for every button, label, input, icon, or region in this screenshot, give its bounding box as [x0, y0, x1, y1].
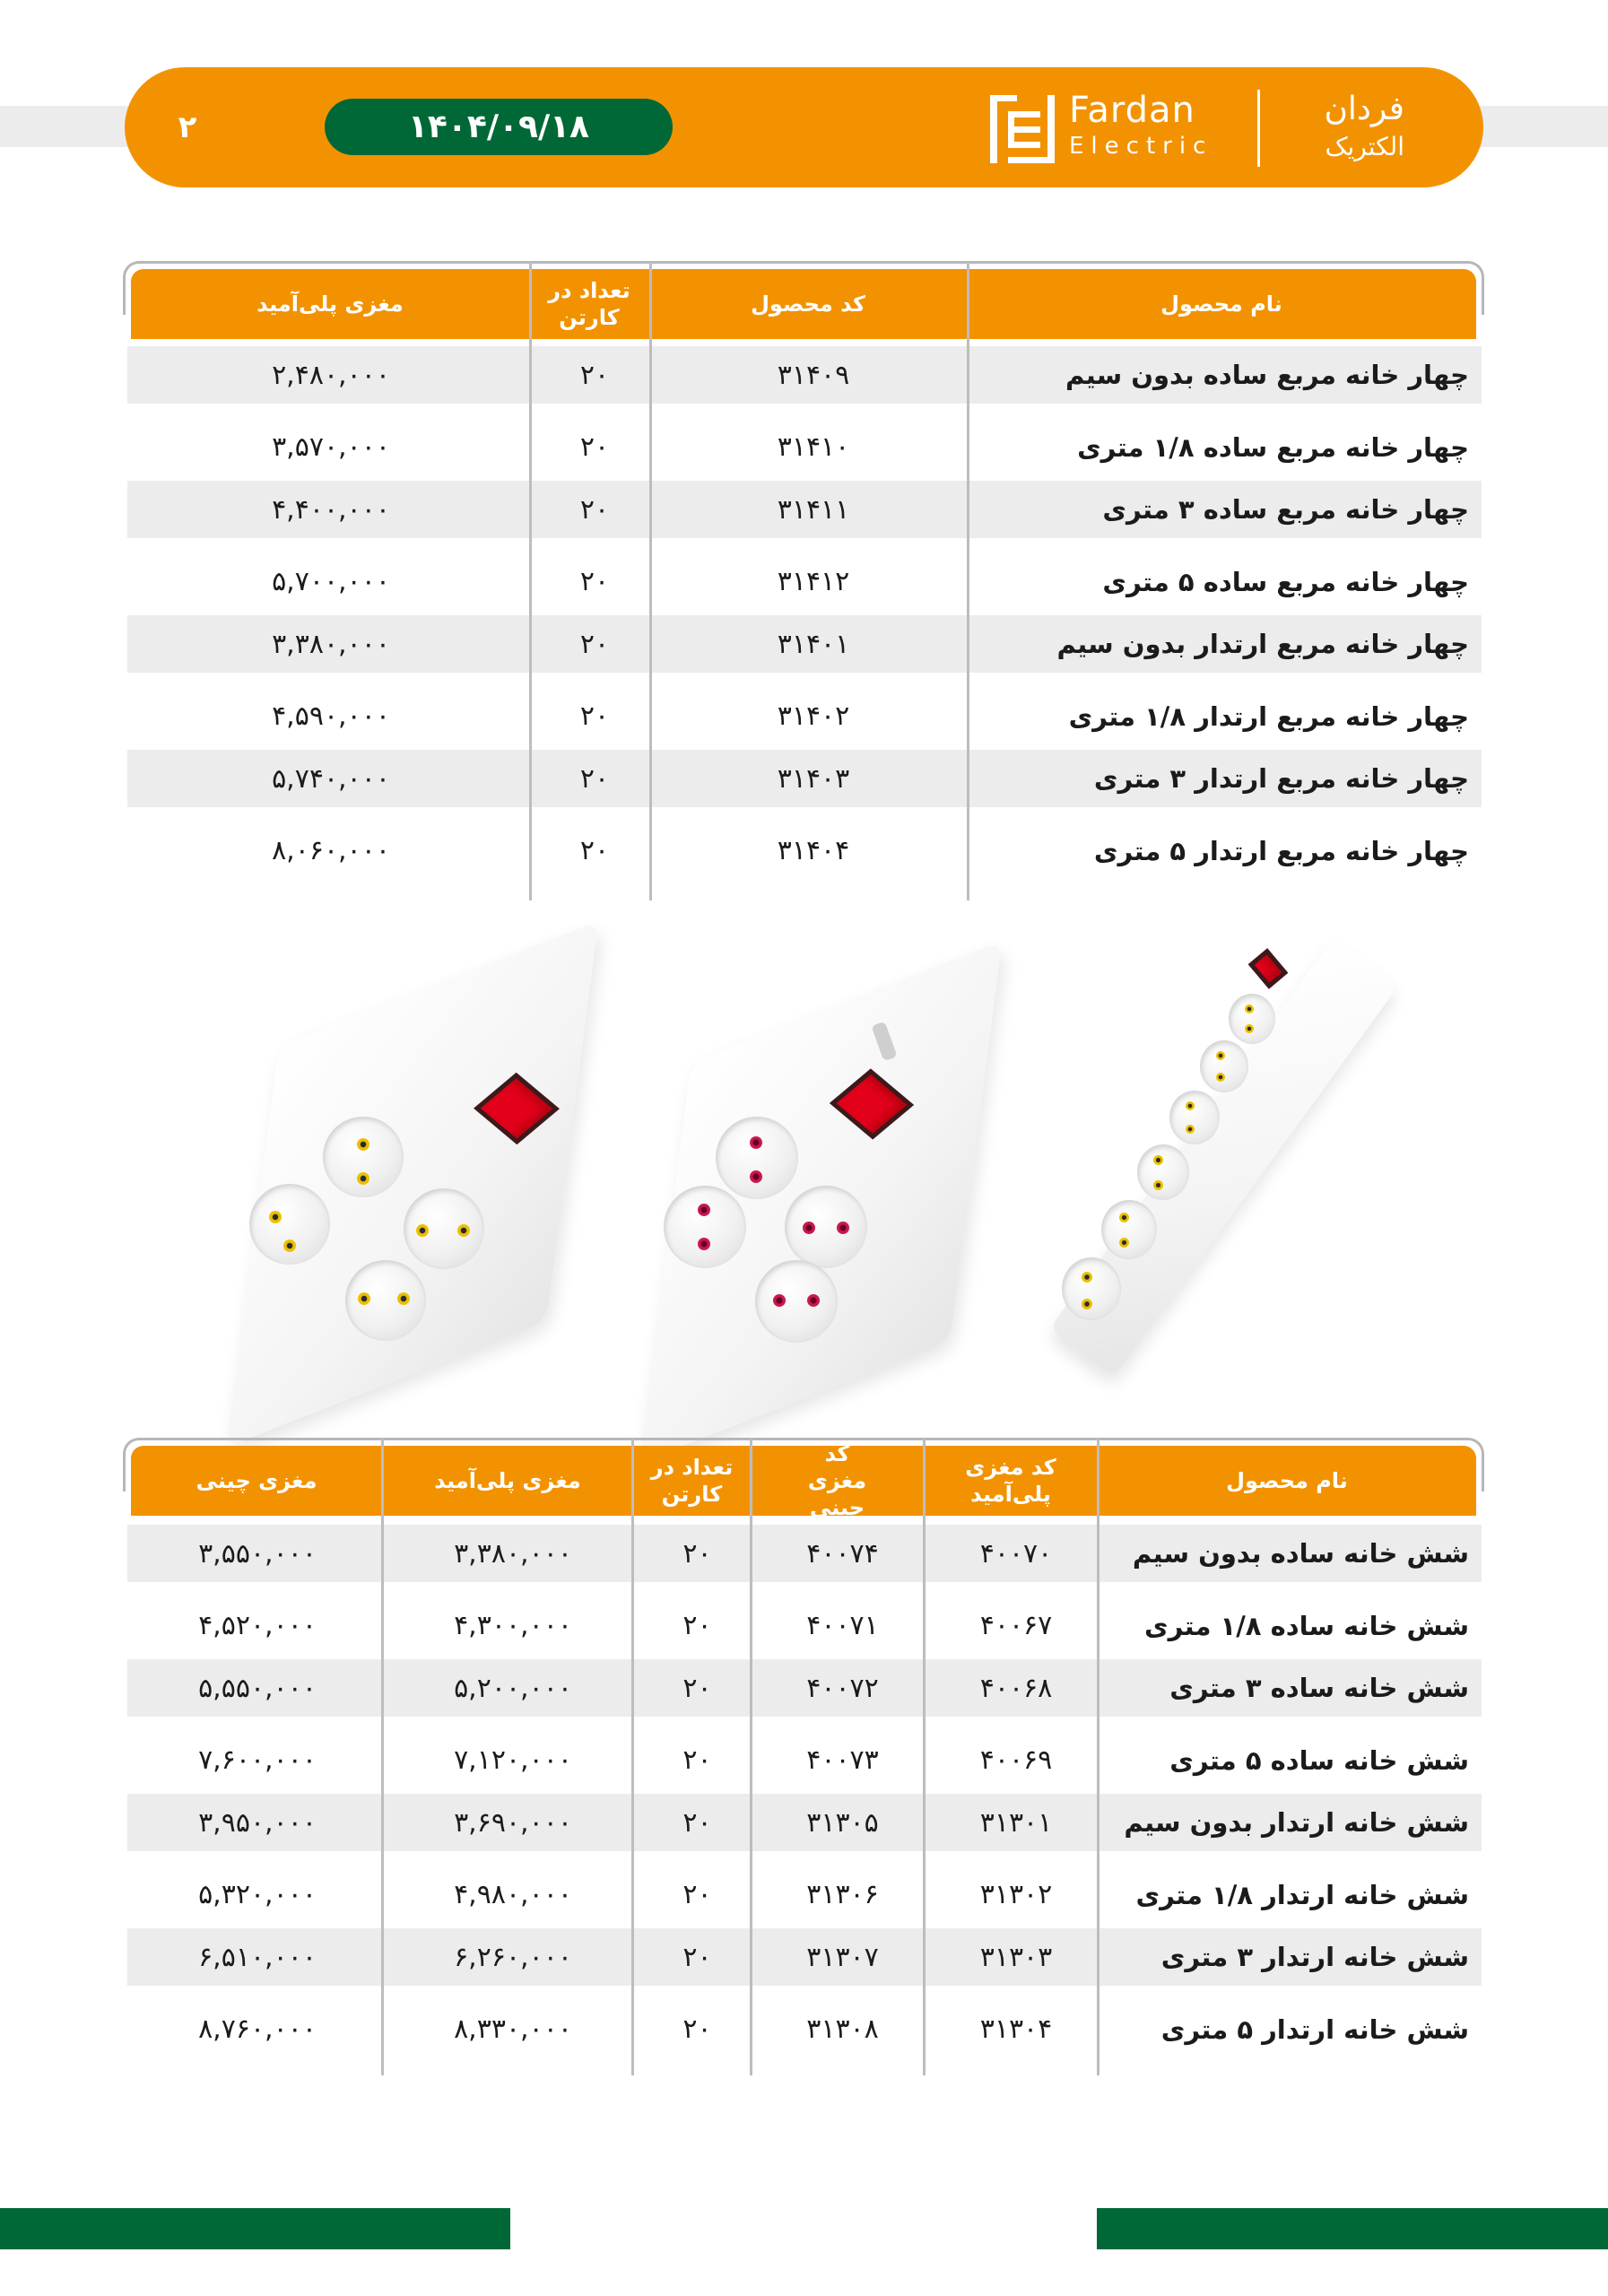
price-table-four-socket [127, 269, 1482, 900]
col-code-ceramic: کد مغزی چینی [807, 1441, 867, 1520]
cell-price-polyamide: ۸,۰۶۰,۰۰۰ [272, 835, 390, 866]
cell-code-polyamide: ۴۰۰۶۹ [979, 1744, 1053, 1776]
cell-qty: ۲۰ [682, 1806, 712, 1839]
cell-price-ceramic: ۸,۷۶۰,۰۰۰ [198, 2013, 317, 2045]
product-photos [179, 915, 1435, 1399]
col-price-polyamide: مغزی پلی‌آمید [256, 291, 404, 317]
cell-price-ceramic: ۴,۵۲۰,۰۰۰ [198, 1610, 317, 1641]
table-row [127, 683, 1482, 750]
table1-header [131, 269, 1476, 339]
fardan-e-logo-icon [990, 95, 1055, 163]
table-row [127, 1996, 1482, 2063]
brand-name-fa: فردان الکتریک [1324, 91, 1404, 161]
table-row [127, 750, 1482, 807]
cell-product-name: چهار خانه مربع ارتدار ۳ متری [1093, 763, 1469, 794]
cell-price-polyamide: ۶,۲۶۰,۰۰۰ [454, 1941, 572, 1973]
logo-divider [1257, 90, 1260, 167]
cell-product-code: ۳۱۴۰۴ [777, 835, 850, 866]
table-row [127, 1592, 1482, 1659]
cell-qty: ۲۰ [682, 1879, 712, 1910]
footer-bar-left [0, 2208, 510, 2249]
table-row [127, 1861, 1482, 1928]
cell-product-name: شش خانه ساده ۳ متری [1169, 1673, 1469, 1703]
cell-qty: ۲۰ [579, 700, 610, 732]
cell-price-polyamide: ۳,۳۸۰,۰۰۰ [454, 1537, 572, 1570]
cell-code-ceramic: ۴۰۰۷۱ [806, 1610, 879, 1641]
cell-qty: ۲۰ [682, 1941, 712, 1973]
col-qty-per-carton: تعداد در کارتن [548, 278, 630, 330]
product-six-socket-earthed [1004, 915, 1435, 1399]
cell-price-polyamide: ۸,۳۳۰,۰۰۰ [454, 2013, 572, 2045]
cell-price-polyamide: ۴,۹۸۰,۰۰۰ [454, 1879, 572, 1910]
table-row [127, 548, 1482, 615]
cell-code-polyamide: ۳۱۳۰۴ [979, 2013, 1053, 2045]
cell-product-code: ۳۱۴۰۳ [777, 762, 850, 795]
cell-code-ceramic: ۳۱۳۰۸ [806, 2013, 879, 2045]
cell-product-name: شش خانه ارتدار ۱/۸ متری [1135, 1879, 1469, 1910]
col-product-code: کد محصول [751, 291, 865, 317]
cell-product-code: ۳۱۴۱۱ [777, 493, 850, 526]
cell-product-name: چهار خانه مربع ساده ۵ متری [1102, 566, 1469, 597]
date-badge [325, 99, 673, 155]
cell-price-polyamide: ۵,۷۰۰,۰۰۰ [272, 566, 390, 597]
product-four-socket-earthed [197, 969, 628, 1399]
cell-price-ceramic: ۳,۹۵۰,۰۰۰ [198, 1806, 317, 1839]
cell-qty: ۲۰ [682, 1610, 712, 1641]
cell-qty: ۲۰ [579, 493, 610, 526]
product-four-socket-plain [610, 978, 1040, 1408]
table-row [127, 1794, 1482, 1851]
cell-code-polyamide: ۴۰۰۷۰ [979, 1537, 1053, 1570]
cell-product-name: چهار خانه مربع ارتدار بدون سیم [1056, 629, 1469, 659]
col-price-ceramic: مغزی چینی [196, 1468, 317, 1493]
cell-product-name: شش خانه ارتدار ۵ متری [1160, 2013, 1469, 2045]
cell-code-polyamide: ۴۰۰۶۸ [979, 1672, 1053, 1704]
cell-price-ceramic: ۶,۵۱۰,۰۰۰ [198, 1941, 317, 1973]
col-product-name: نام محصول [1160, 291, 1282, 317]
page-number: ۲ [178, 109, 197, 145]
cell-qty: ۲۰ [682, 1744, 712, 1776]
cell-price-polyamide: ۷,۱۲۰,۰۰۰ [454, 1744, 572, 1776]
footer-bar-right [1097, 2208, 1608, 2249]
cell-product-name: چهار خانه مربع ساده بدون سیم [1065, 360, 1469, 390]
cell-product-code: ۳۱۴۱۰ [777, 431, 850, 463]
cell-product-name: چهار خانه مربع ارتدار ۵ متری [1093, 835, 1469, 866]
cell-qty: ۲۰ [579, 835, 610, 866]
cell-code-ceramic: ۴۰۰۷۲ [806, 1672, 879, 1704]
cell-product-name: شش خانه ساده ۱/۸ متری [1144, 1610, 1469, 1641]
cell-price-polyamide: ۳,۳۸۰,۰۰۰ [272, 628, 390, 660]
cell-price-polyamide: ۳,۵۷۰,۰۰۰ [272, 431, 390, 463]
cell-price-polyamide: ۳,۶۹۰,۰۰۰ [454, 1806, 572, 1839]
table-row [127, 1928, 1482, 1986]
cell-product-name: شش خانه ارتدار ۳ متری [1160, 1942, 1469, 1972]
cell-product-name: چهار خانه مربع ساده ۳ متری [1102, 494, 1469, 525]
cell-product-code: ۳۱۴۰۱ [777, 628, 850, 660]
table-row [127, 615, 1482, 673]
col-product-name: نام محصول [1226, 1468, 1348, 1493]
cell-code-ceramic: ۴۰۰۷۴ [806, 1537, 879, 1570]
cell-price-ceramic: ۳,۵۵۰,۰۰۰ [198, 1537, 317, 1570]
cell-qty: ۲۰ [579, 566, 610, 597]
column-divider [1097, 1439, 1100, 2075]
cell-qty: ۲۰ [682, 1672, 712, 1704]
cell-qty: ۲۰ [682, 2013, 712, 2045]
cell-product-name: چهار خانه مربع ارتدار ۱/۸ متری [1068, 700, 1469, 732]
cell-price-ceramic: ۵,۳۲۰,۰۰۰ [198, 1879, 317, 1910]
cell-qty: ۲۰ [579, 431, 610, 463]
cell-product-code: ۳۱۴۱۲ [777, 566, 850, 597]
cell-qty: ۲۰ [579, 762, 610, 795]
cell-code-polyamide: ۴۰۰۶۷ [979, 1610, 1053, 1641]
cell-code-ceramic: ۳۱۳۰۷ [806, 1941, 879, 1973]
cell-price-polyamide: ۲,۴۸۰,۰۰۰ [272, 359, 390, 391]
cell-code-polyamide: ۳۱۳۰۲ [979, 1879, 1053, 1910]
table-row [127, 1525, 1482, 1582]
cell-product-name: چهار خانه مربع ساده ۱/۸ متری [1077, 431, 1469, 463]
column-divider [631, 1439, 634, 2075]
cell-price-polyamide: ۵,۲۰۰,۰۰۰ [454, 1672, 572, 1704]
power-switch-icon [1248, 948, 1289, 989]
date-text: ۱۴۰۴/۰۹/۱۸ [407, 109, 590, 145]
brand-name-en: Fardan Electric [1069, 90, 1213, 160]
price-table-six-socket [127, 1441, 1482, 2075]
col-code-polyamide: کد مغزی پلی‌آمید [965, 1455, 1056, 1507]
table-row [127, 346, 1482, 404]
column-divider [750, 1439, 752, 2075]
col-qty-per-carton: تعداد در کارتن [650, 1455, 734, 1507]
cell-price-polyamide: ۴,۵۹۰,۰۰۰ [272, 700, 390, 732]
cell-code-ceramic: ۴۰۰۷۳ [806, 1744, 879, 1776]
table-row [127, 1726, 1482, 1794]
column-divider [381, 1439, 384, 2075]
cell-price-ceramic: ۵,۵۵۰,۰۰۰ [198, 1672, 317, 1704]
cell-product-name: شش خانه ساده بدون سیم [1132, 1538, 1469, 1569]
table-row [127, 413, 1482, 481]
table-row [127, 817, 1482, 884]
col-price-polyamide: مغزی پلی‌آمید [434, 1468, 581, 1493]
cell-qty: ۲۰ [682, 1537, 712, 1570]
cell-product-code: ۳۱۴۰۹ [777, 359, 850, 391]
table2-header [131, 1441, 1476, 1520]
cell-price-ceramic: ۷,۶۰۰,۰۰۰ [198, 1744, 317, 1776]
cell-product-name: شش خانه ارتدار بدون سیم [1124, 1807, 1469, 1838]
column-divider [923, 1439, 926, 2075]
cell-price-polyamide: ۴,۴۰۰,۰۰۰ [272, 493, 390, 526]
brand-logo [987, 90, 1408, 167]
table-row [127, 1659, 1482, 1717]
cell-qty: ۲۰ [579, 359, 610, 391]
table-row [127, 481, 1482, 538]
cell-product-name: شش خانه ساده ۵ متری [1169, 1744, 1469, 1776]
column-divider [649, 262, 652, 900]
cell-code-polyamide: ۳۱۳۰۳ [979, 1941, 1053, 1973]
cell-price-polyamide: ۵,۷۴۰,۰۰۰ [272, 762, 390, 795]
cell-code-ceramic: ۳۱۳۰۶ [806, 1879, 879, 1910]
cell-code-polyamide: ۳۱۳۰۱ [979, 1806, 1053, 1839]
column-divider [529, 262, 532, 900]
cell-code-ceramic: ۳۱۳۰۵ [806, 1806, 879, 1839]
column-divider [967, 262, 969, 900]
cell-qty: ۲۰ [579, 628, 610, 660]
cell-product-code: ۳۱۴۰۲ [777, 700, 850, 732]
cell-price-polyamide: ۴,۳۰۰,۰۰۰ [454, 1610, 572, 1641]
